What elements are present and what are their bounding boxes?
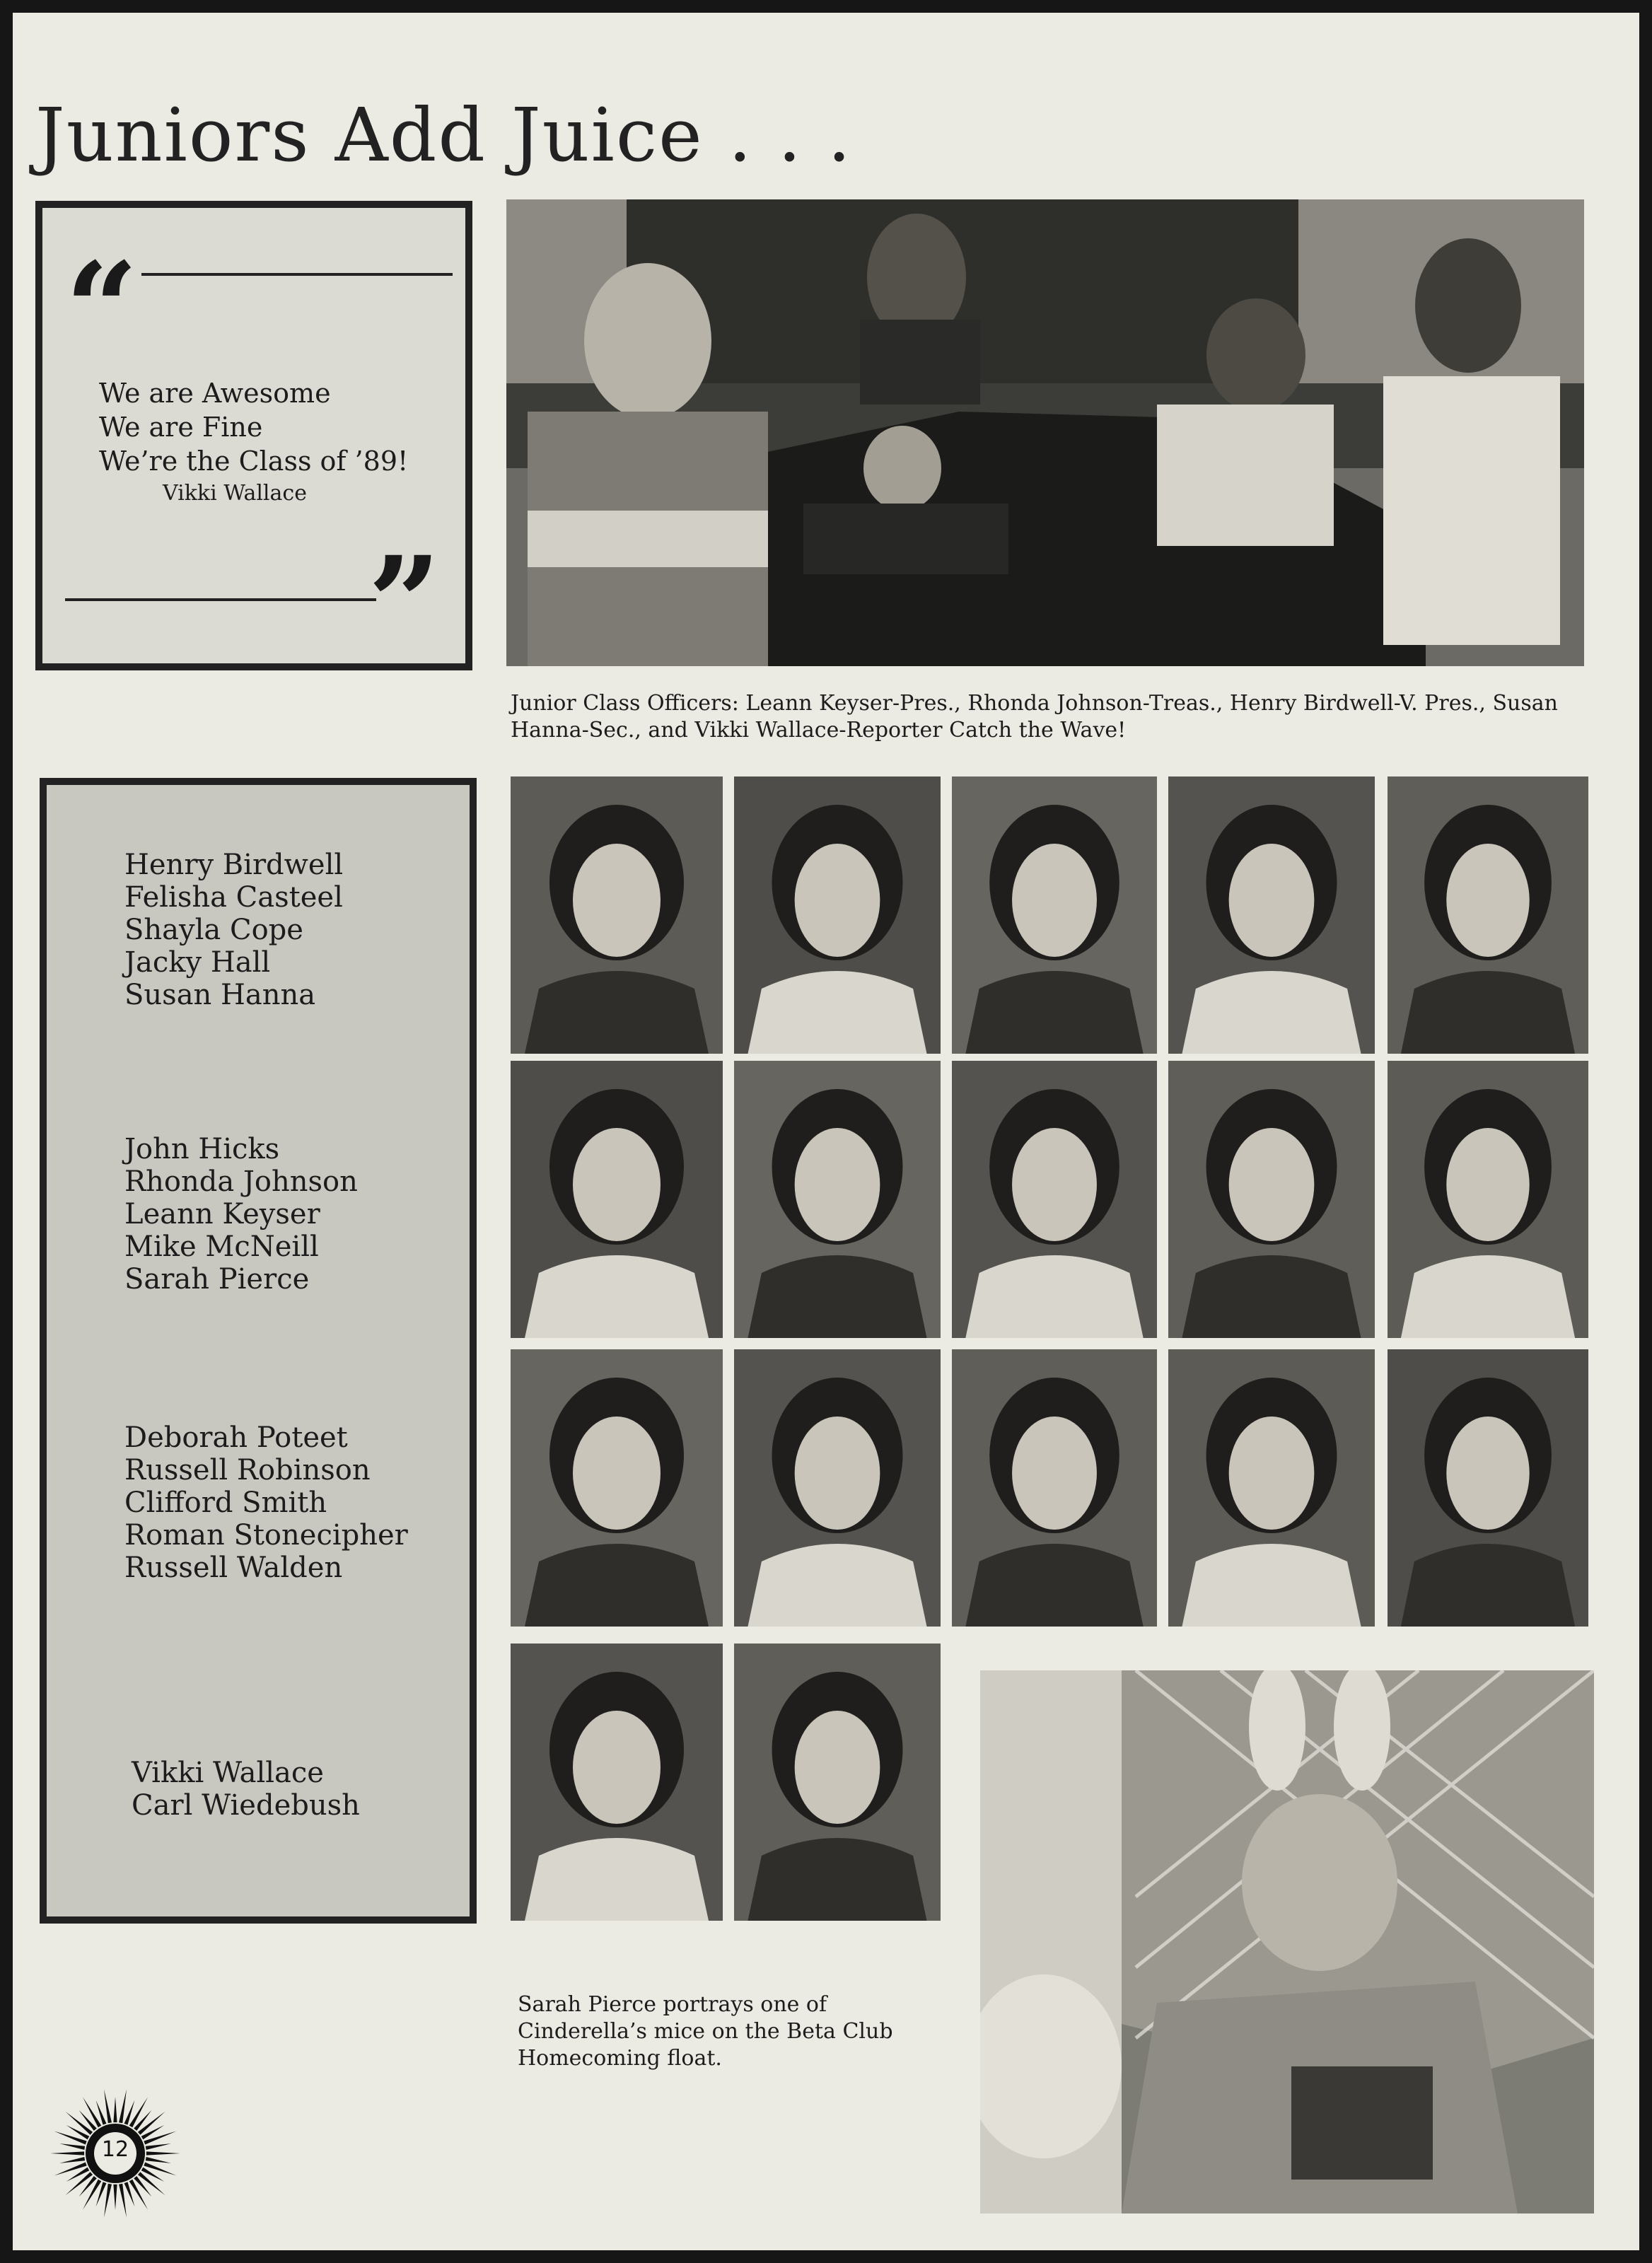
open-quote-mark: “ <box>65 235 139 384</box>
student-name: Sarah Pierce <box>124 1263 310 1296</box>
student-name: Leann Keyser <box>124 1198 320 1231</box>
student-name: Jacky Hall <box>124 946 271 979</box>
student-name: Deborah Poteet <box>124 1421 348 1454</box>
student-name: John Hicks <box>124 1133 280 1165</box>
student-portrait <box>1388 776 1588 1054</box>
student-name: Mike McNeill <box>124 1231 319 1263</box>
student-portrait <box>734 1644 941 1921</box>
student-portrait <box>1168 1061 1375 1338</box>
float-caption: Sarah Pierce portrays one of Cinderella’s mice on the Beta Club Homecoming float. <box>518 1992 893 2071</box>
name-group <box>124 849 343 1011</box>
sunburst-ray <box>119 2089 127 2123</box>
student-portrait <box>511 1061 723 1338</box>
student-portrait <box>511 1349 723 1627</box>
sunburst-ray <box>129 2180 148 2210</box>
sunburst-ray <box>79 2110 97 2131</box>
sunburst-ray <box>146 2157 171 2163</box>
sunburst-ray <box>113 2097 117 2122</box>
student-portrait <box>734 776 941 1054</box>
student-portrait <box>952 1061 1157 1338</box>
student-portrait <box>734 1349 941 1627</box>
sunburst-ray <box>83 2097 101 2127</box>
student-name: Russell Robinson <box>124 1454 371 1487</box>
student-portrait <box>1168 776 1375 1054</box>
student-name: Vikki Wallace <box>132 1757 324 1789</box>
student-name: Clifford Smith <box>124 1487 327 1519</box>
name-group <box>124 1133 358 1296</box>
homecoming-float-photo <box>980 1670 1594 2213</box>
student-name: Shayla Cope <box>124 914 303 946</box>
student-portrait <box>511 776 723 1054</box>
sunburst-ray <box>146 2143 171 2150</box>
sunburst-ray <box>83 2180 101 2210</box>
sunburst-ray <box>129 2097 148 2127</box>
quote-rule-top <box>141 273 453 276</box>
sunburst-ray <box>79 2176 97 2197</box>
name-group <box>124 1421 408 1584</box>
quote-text <box>99 376 408 478</box>
student-name: Henry Birdwell <box>124 849 344 881</box>
sunburst-ray <box>134 2176 151 2197</box>
student-portrait <box>1168 1349 1375 1627</box>
sunburst-ray <box>146 2151 180 2155</box>
sunburst-ray <box>134 2110 151 2131</box>
officers-group-photo <box>506 199 1584 666</box>
student-portrait <box>511 1644 723 1921</box>
quote-box <box>35 201 472 678</box>
sunburst-ray <box>113 2185 117 2210</box>
student-name: Carl Wiedebush <box>132 1789 360 1822</box>
quote-author: Vikki Wallace <box>163 481 307 506</box>
close-quote-mark: ” <box>368 529 441 678</box>
officers-caption: Junior Class Officers: Leann Keyser-Pres., Rhonda Johnson-Treas., Henry Birdwell-V. Pres., Susan Hanna-Sec., and Vikki Wallace-Reporter Catch the Wave! <box>511 691 1558 743</box>
page-title: Juniors Add Juice . . . <box>35 92 853 178</box>
student-name: Russell Walden <box>124 1552 343 1584</box>
student-portrait <box>1388 1349 1588 1627</box>
student-portrait <box>952 776 1157 1054</box>
quote-rule-bottom <box>65 598 376 601</box>
student-name: Susan Hanna <box>124 979 316 1011</box>
sunburst-ray <box>50 2151 84 2155</box>
quote-line: We are Awesome <box>99 378 331 409</box>
student-portrait <box>952 1349 1157 1627</box>
student-name: Felisha Casteel <box>124 881 343 914</box>
names-box <box>40 778 477 1924</box>
page-number: 12 <box>101 2137 129 2162</box>
student-portrait <box>1388 1061 1588 1338</box>
name-group <box>132 1757 360 1822</box>
sunburst-ray <box>119 2184 127 2218</box>
student-name: Roman Stonecipher <box>124 1519 408 1552</box>
sunburst-ray <box>104 2089 112 2123</box>
student-name: Rhonda Johnson <box>124 1165 358 1198</box>
sunburst-ray <box>59 2157 85 2163</box>
sunburst-ray <box>59 2143 85 2150</box>
student-portrait <box>734 1061 941 1338</box>
quote-line: We’re the Class of ’89! <box>99 446 409 477</box>
quote-line: We are Fine <box>99 412 263 443</box>
sunburst-ray <box>104 2184 112 2218</box>
